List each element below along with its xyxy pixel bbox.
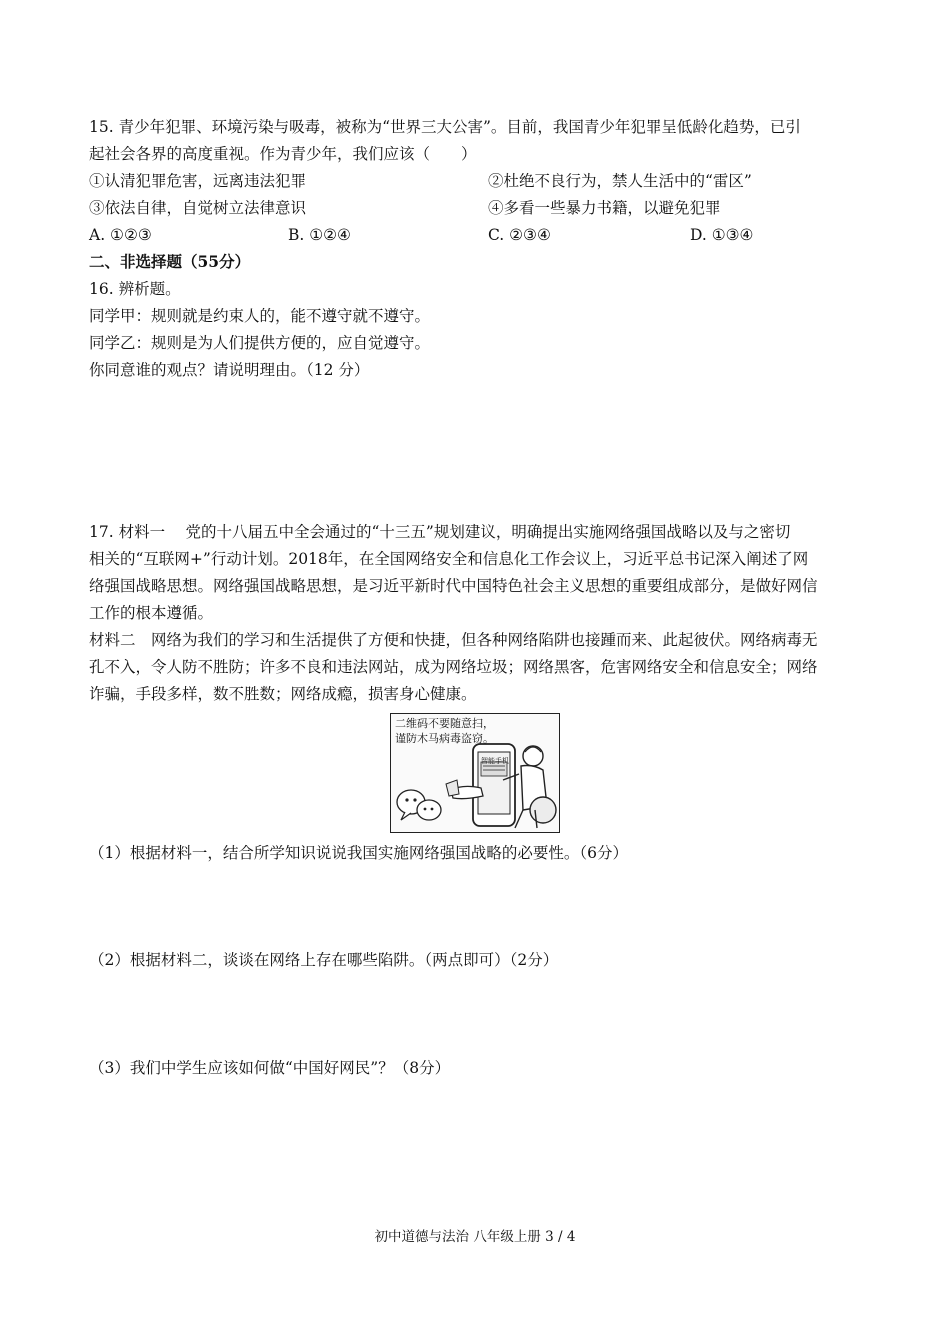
q16-student-b: 同学乙：规则是为人们提供方便的，应自觉遵守。 bbox=[89, 334, 431, 352]
q17-material1-line1: 17. 材料一 党的十八届五中全会通过的“十三五”规划建议，明确提出实施网络强国战略以及与之密切 bbox=[89, 523, 791, 541]
q17-material2-line1: 材料二 网络为我们的学习和生活提供了方便和快捷，但各种网络陷阱也接踵而来、此起彼伏。网络病毒无 bbox=[89, 631, 818, 649]
q15-choice-d: D. ①③④ bbox=[690, 226, 754, 244]
q15-choice-c: C. ②③④ bbox=[488, 226, 551, 244]
section-2-title: 二、非选择题（55分） bbox=[89, 252, 251, 271]
q16-title: 16. 辨析题。 bbox=[89, 280, 181, 298]
page-footer: 初中道德与法治 八年级上册 3 / 4 bbox=[374, 1229, 576, 1245]
q17-material1-line4: 工作的根本遵循。 bbox=[89, 604, 214, 622]
q15-choice-b: B. ①②④ bbox=[288, 226, 351, 244]
q15-item-2: ②杜绝不良行为，禁人生活中的“雷区” bbox=[488, 172, 752, 190]
q17-sub-question-3: （3）我们中学生应该如何做“中国好网民”？（8分） bbox=[89, 1059, 451, 1077]
cartoon-phone-label: 智能手机 bbox=[481, 757, 509, 765]
q15-item-1: ①认清犯罪危害，远离违法犯罪 bbox=[89, 172, 307, 190]
q17-material2-line2: 孔不入，令人防不胜防；许多不良和违法网站，成为网络垃圾；网络黑客，危害网络安全和信息安全；网络 bbox=[89, 658, 818, 676]
cartoon-caption-line1: 二维码不要随意扫， bbox=[395, 717, 494, 730]
q17-material1-line2: 相关的“互联网+”行动计划。2018年，在全国网络安全和信息化工作会议上，习近平总书记深入阐述了网 bbox=[89, 550, 809, 568]
q17-sub-question-2: （2）根据材料二，谈谈在网络上存在哪些陷阱。（两点即可）（2分） bbox=[89, 951, 559, 969]
qr-code-warning-cartoon bbox=[390, 713, 560, 833]
q17-material1-line3: 络强国战略思想。网络强国战略思想，是习近平新时代中国特色社会主义思想的重要组成部分，是做好网信 bbox=[89, 577, 818, 595]
q17-sub-question-1: （1）根据材料一，结合所学知识说说我国实施网络强国战略的必要性。（6分） bbox=[89, 844, 628, 862]
q17-material2-line3: 诈骗，手段多样，数不胜数；网络成瘾，损害身心健康。 bbox=[89, 685, 477, 703]
q15-item-3: ③依法自律，自觉树立法律意识 bbox=[89, 199, 307, 217]
cartoon-caption-line2: 谨防木马病毒盗窃。 bbox=[395, 732, 494, 745]
q15-stem-line1: 15. 青少年犯罪、环境污染与吸毒，被称为“世界三大公害”。目前，我国青少年犯罪呈低龄化趋势，已引 bbox=[89, 118, 801, 136]
q16-prompt: 你同意谁的观点？请说明理由。（12 分） bbox=[89, 361, 370, 379]
q15-item-4: ④多看一些暴力书籍，以避免犯罪 bbox=[488, 199, 721, 217]
q15-choice-a: A. ①②③ bbox=[89, 226, 152, 244]
q15-stem-line2: 起社会各界的高度重视。作为青少年，我们应该（ ） bbox=[89, 145, 477, 163]
q16-student-a: 同学甲：规则就是约束人的，能不遵守就不遵守。 bbox=[89, 307, 431, 325]
